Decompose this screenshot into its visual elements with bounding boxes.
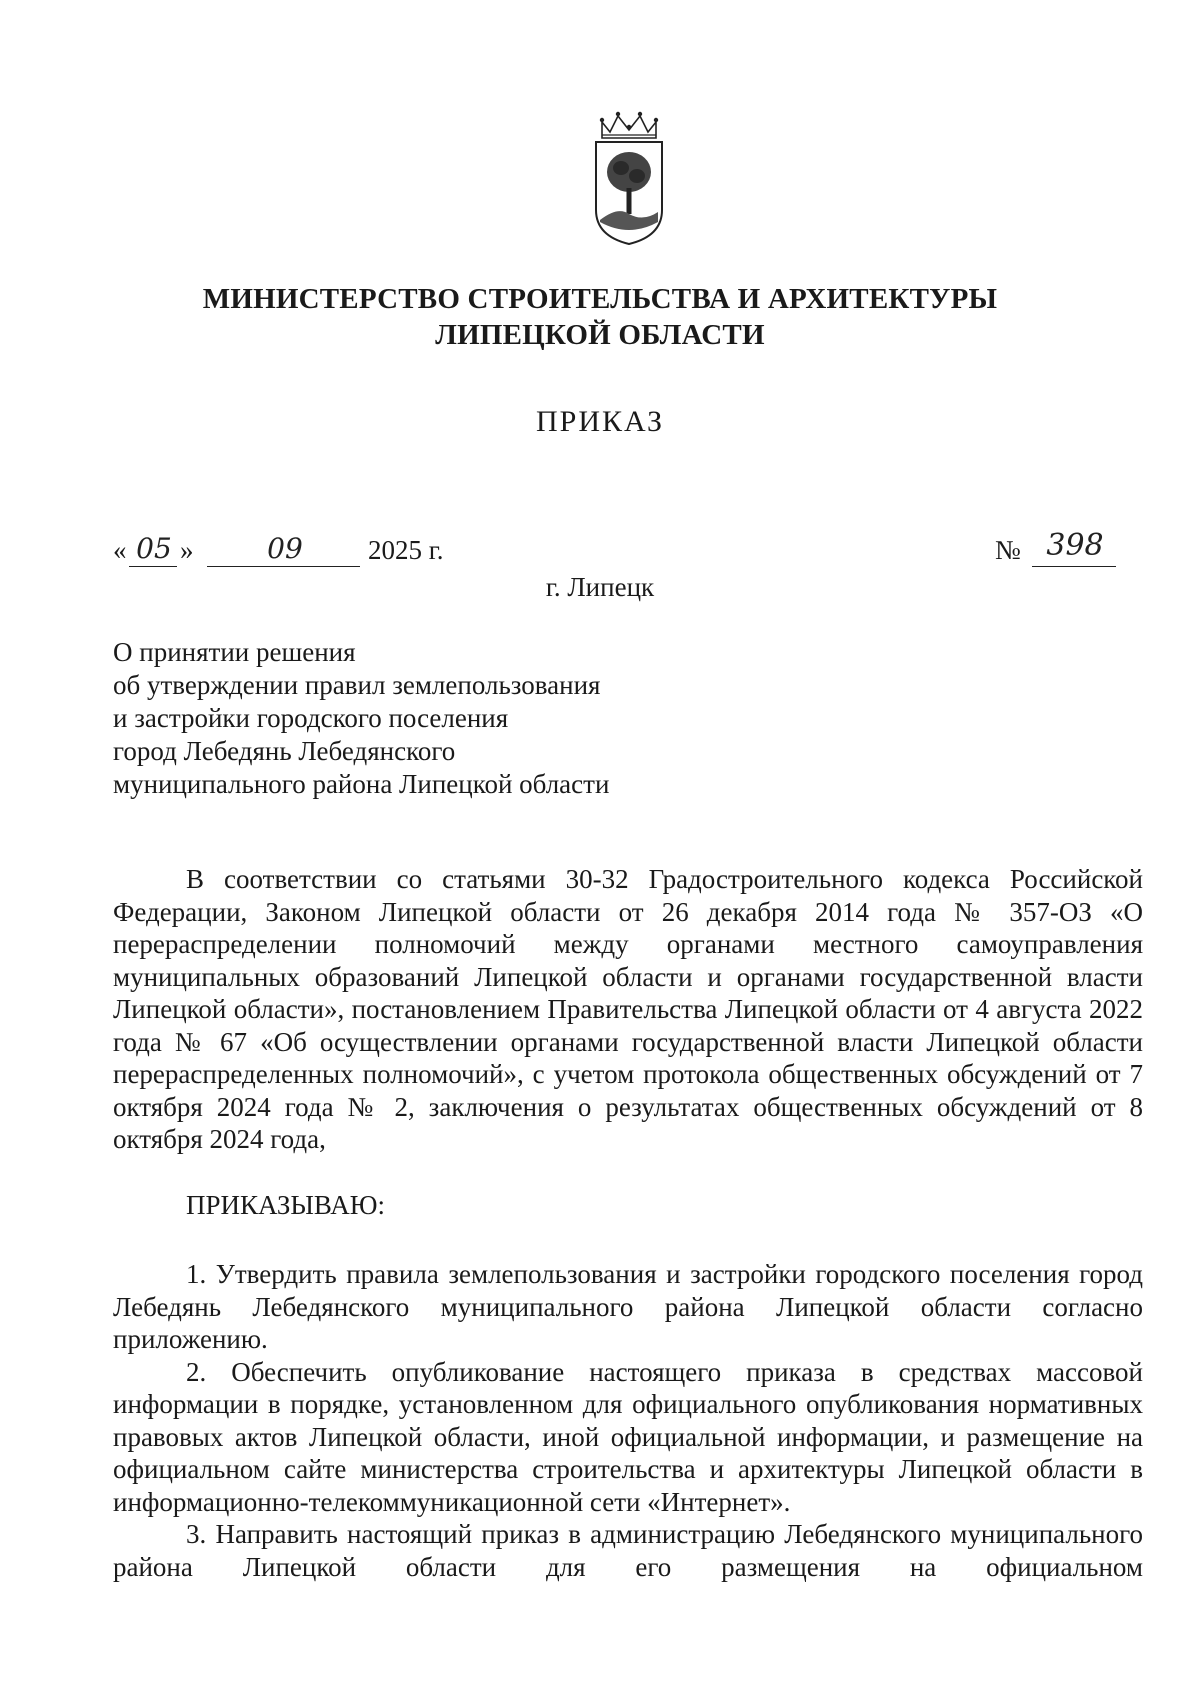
date-day: 05 — [136, 532, 172, 565]
document-number: 398 — [1046, 528, 1104, 563]
document-type: ПРИКАЗ — [536, 405, 664, 438]
date-month: 09 — [267, 532, 303, 565]
open-quote: « — [113, 535, 127, 565]
subject-line: город Лебедянь Лебедянского — [113, 736, 456, 766]
organization-name: МИНИСТЕРСТВО СТРОИТЕЛЬСТВА И АРХИТЕКТУРЫ — [202, 283, 998, 315]
date-year: 2025 г. — [368, 535, 444, 565]
order-item: 3. Направить настоящий приказ в администрацию Лебедянского муниципального района Липецкой области для его размещения на официальном — [113, 1519, 1143, 1582]
close-quote: » — [180, 535, 194, 565]
subject-block — [113, 636, 609, 801]
number-sign: № — [995, 535, 1021, 565]
order-item: 1. Утвердить правила землепользования и застройки городского поселения город Лебедянь Лебедянского муниципального района Липецкой области согласно приложению. — [113, 1259, 1143, 1354]
coat-of-arms-icon — [588, 110, 670, 246]
decree-word: ПРИКАЗЫВАЮ: — [186, 1190, 385, 1220]
preamble-block — [113, 863, 1143, 1156]
subject-line: О принятии решения — [113, 637, 356, 667]
number-underline — [1032, 566, 1116, 567]
subject-line: и застройки городского поселения — [113, 703, 509, 733]
order-item: 2. Обеспечить опубликование настоящего приказа в средствах массовой информации в порядке, установленном для официального опубликования нормативных правовых актов Липецкой области, иной официальной информации, и размещение на официальном сайте министерства строительства и архитектуры Липецкой области в информационно-телекоммуникационной сети «Интернет». — [113, 1356, 1143, 1517]
organization-region: ЛИПЕЦКОЙ ОБЛАСТИ — [435, 319, 765, 351]
preamble-paragraph: В соответствии со статьями 30-32 Градостроительного кодекса Российской Федерации, Законом Липецкой области от 26 декабря 2014 года № 357-ОЗ «О перераспределении полномочий между органами местного самоуправления муниципальных образований Липецкой области и органами государственной власти Липецкой области», постановлением Правительства Липецкой области от 4 августа 2022 года № 67 «Об осуществлении органами государственной власти Липецкой области перераспределенных полномочий», с учетом протокола общественных обсуждений от 7 октября 2024 года № 2, заключения о результатах общественных обсуждений от 8 октября 2024 года, — [113, 864, 1143, 1154]
items-block — [113, 1258, 1143, 1583]
city: г. Липецк — [545, 572, 655, 602]
month-underline — [207, 566, 360, 567]
day-underline — [129, 566, 177, 567]
subject-line: об утверждении правил землепользования — [113, 670, 601, 700]
subject-line: муниципального района Липецкой области — [113, 769, 610, 799]
